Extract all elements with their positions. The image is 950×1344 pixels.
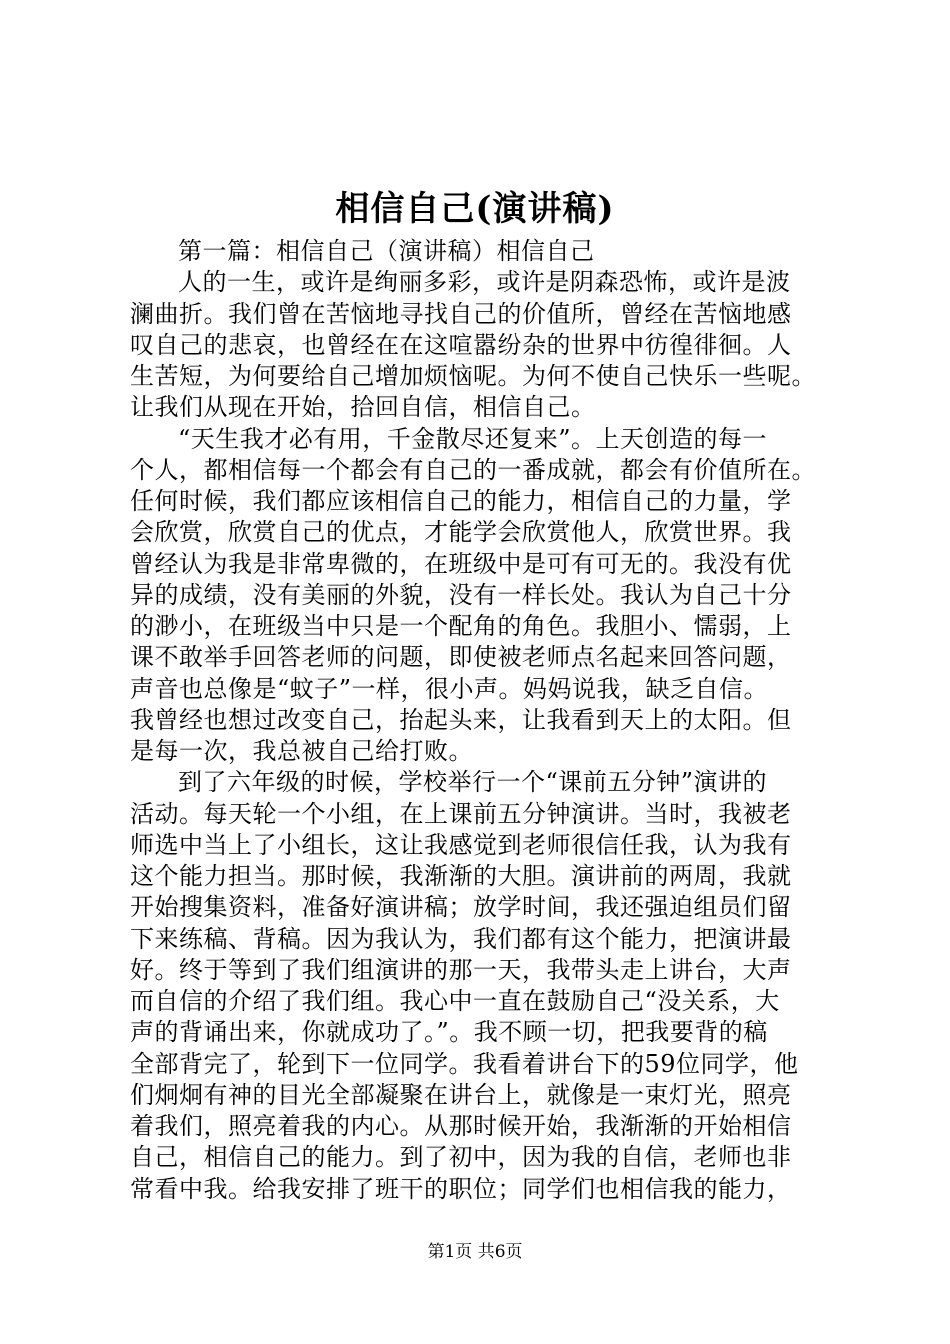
text-line: 到了六年级的时候，学校举行一个“课前五分钟”演讲的 <box>178 768 768 797</box>
text-line: 全部背完了，轮到下一位同学。我看着讲台下的59位同学，他 <box>130 1049 799 1078</box>
document-body <box>130 236 835 1205</box>
text-line: 叹自己的悲哀，也曾经在在这喧嚣纷杂的世界中彷徨徘徊。人 <box>130 330 792 359</box>
text-line: 个人，都相信每一个都会有自己的一番成就，都会有价值所在。 <box>130 455 816 484</box>
text-line: 着我们，照亮着我的内心。从那时候开始，我渐渐的开始相信 <box>130 1112 792 1140</box>
text-line: 是每一次，我总被自己给打败。 <box>130 737 473 765</box>
text-line: 这个能力担当。那时候，我渐渐的大胆。演讲前的两周，我就 <box>130 862 792 890</box>
text-line: 活动。每天轮一个小组，在上课前五分钟演讲。当时，我被老 <box>130 799 792 828</box>
text-line: 澜曲折。我们曾在苦恼地寻找自己的价值所，曾经在苦恼地感 <box>130 299 792 328</box>
text-line: 任何时候，我们都应该相信自己的能力，相信自己的力量，学 <box>130 487 792 515</box>
text-line: 的渺小，在班级当中只是一个配角的角色。我胆小、懦弱，上 <box>130 612 792 640</box>
text-line: “天生我才必有用，千金散尽还复来”。上天创造的每一 <box>178 424 768 453</box>
text-line: 自己，相信自己的能力。到了初中，因为我的自信，老师也非 <box>130 1143 792 1172</box>
text-line: 常看中我。给我安排了班干的职位；同学们也相信我的能力， <box>130 1174 792 1203</box>
page-title: 相信自己(演讲稿) <box>335 189 615 229</box>
text-line: 下来练稿、背稿。因为我认为，我们都有这个能力，把演讲最 <box>130 924 792 953</box>
text-line: 课不敢举手回答老师的问题，即使被老师点名起来回答问题， <box>130 643 792 672</box>
text-line: 好。终于等到了我们组演讲的那一天，我带头走上讲台，大声 <box>130 955 792 984</box>
text-line: 师选中当上了小组长，这让我感觉到老师很信任我，认为我有 <box>130 830 792 859</box>
text-line: 让我们从现在开始，拾回自信，相信自己。 <box>130 393 596 422</box>
text-line: 会欣赏，欣赏自己的优点，才能学会欣赏他人，欣赏世界。我 <box>130 518 792 547</box>
text-line: 声音也总像是“蚊子”一样，很小声。妈妈说我，缺乏自信。 <box>130 674 769 703</box>
text-line: 异的成绩，没有美丽的外貌，没有一样长处。我认为自己十分 <box>130 580 792 609</box>
page-footer: 第1页 共6页 <box>427 1242 523 1262</box>
text-line: 生苦短，为何要给自己增加烦恼呢。为何不使自己快乐一些呢。 <box>130 362 816 390</box>
text-line: 曾经认为我是非常卑微的，在班级中是可有可无的。我没有优 <box>130 549 792 578</box>
text-line: 而自信的介绍了我们组。我心中一直在鼓励自己“没关系，大 <box>130 987 780 1015</box>
text-line: 第一篇：相信自己（演讲稿）相信自己 <box>178 237 595 265</box>
text-line: 人的一生，或许是绚丽多彩，或许是阴森恐怖，或许是波 <box>178 268 791 297</box>
text-line: 我曾经也想过改变自己，抬起头来，让我看到天上的太阳。但 <box>130 705 792 734</box>
text-line: 声的背诵出来，你就成功了。”。我不顾一切，把我要背的稿 <box>130 1018 768 1047</box>
text-line: 们炯炯有神的目光全部凝聚在讲台上，就像是一束灯光，照亮 <box>130 1080 792 1109</box>
text-line: 开始搜集资料，准备好演讲稿；放学时间，我还强迫组员们留 <box>130 893 792 922</box>
